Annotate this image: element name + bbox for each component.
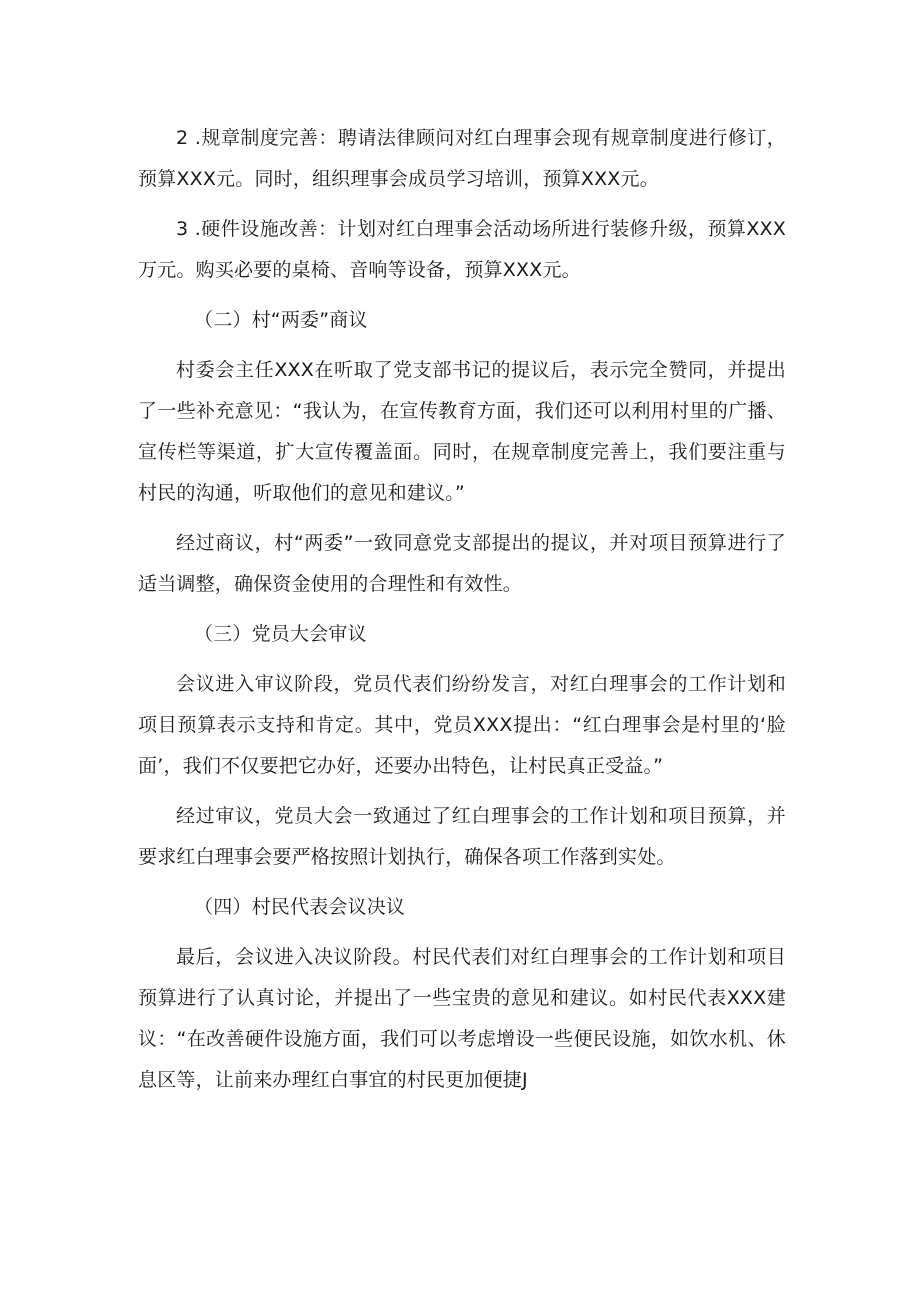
section-heading-party-congress: （三）党员大会审议 [194, 623, 367, 645]
item-regulations-improvement: 2 .规章制度完善：聘请法律顾问对红白理事会现有规章制度进行修订，预算XXX元。同时，组织理事会成员学习培训，预算XXX元。 [138, 127, 786, 190]
paragraph-director-opinion: 村委会主任XXX在听取了党支部书记的提议后，表示完全赞同，并提出了一些补充意见：“我认为，在宣传教育方面，我们还可以利用村里的广播、宣传栏等渠道，扩大宣传覆盖面。同时，在规章制度完善上，我们要注重与村民的沟通，听取他们的意见和建议。” [138, 359, 786, 504]
paragraph-discussion-result: 经过商议，村“两委”一致同意党支部提出的提议，并对项目预算进行了适当调整，确保资金使用的合理性和有效性。 [138, 532, 786, 595]
section-heading-village-committees: （二）村“两委”商议 [194, 309, 368, 331]
paragraph-review-result: 经过审议，党员大会一致通过了红白理事会的工作计划和项目预算，并要求红白理事会要严格按照计划执行，确保各项工作落到实处。 [138, 805, 786, 868]
document-body [138, 118, 786, 1101]
paragraph-review-stage: 会议进入审议阶段，党员代表们纷纷发言，对红白理事会的工作计划和项目预算表示支持和肯定。其中，党员XXX提出：“红白理事会是村里的‘脸面’，我们不仅要把它办好，还要办出特色，让村民真正受益。” [138, 673, 786, 777]
section-heading-villager-representatives: （四）村民代表会议决议 [194, 896, 406, 918]
paragraph-resolution-stage: 最后，会议进入决议阶段。村民代表们对红白理事会的工作计划和项目预算进行了认真讨论，并提出了一些宝贵的意见和建议。如村民代表XXX建议：“在改善硬件设施方面，我们可以考虑增设一些便民设施，如饮水机、休息区等，让前来办理红白事宜的村民更加便捷J [138, 946, 786, 1091]
item-hardware-improvement: 3 .硬件设施改善：计划对红白理事会活动场所进行装修升级，预算XXX万元。购买必要的桌椅、音响等设备，预算XXX元。 [138, 218, 786, 281]
